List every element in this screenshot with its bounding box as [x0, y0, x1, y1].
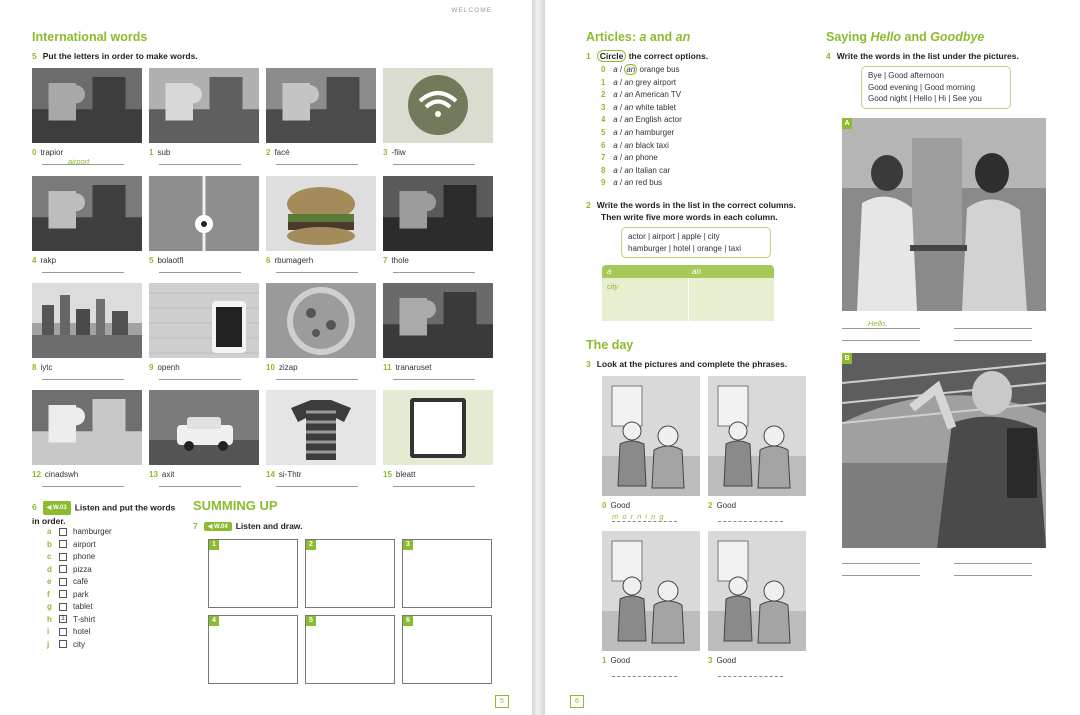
tshirt-photo [266, 390, 376, 465]
page-left [0, 0, 532, 715]
answer-line[interactable] [42, 272, 124, 273]
option-an[interactable]: an [624, 178, 634, 188]
answer-line [842, 575, 920, 576]
scrambled-word: 4 rakp [32, 256, 57, 265]
order-list-item: a hamburger [47, 527, 112, 536]
exercise-2-heading: 2 Write the words in the list in the correct columns. Then write five more words in each column. [586, 200, 796, 222]
airport-photo [32, 68, 142, 143]
cartoon-picture [602, 376, 700, 496]
exercise-3-heading: 3 Look at the pictures and complete the phrases. [586, 359, 788, 369]
scrambled-word: 6 rbumagerh [266, 256, 314, 265]
scrambled-word: 8 iytc [32, 363, 53, 372]
park-photo [32, 176, 142, 251]
answer-line[interactable] [612, 676, 677, 677]
word-list-box: actor | airport | apple | city hamburger | hotel | orange | taxi [621, 227, 771, 258]
scrambled-word: 13 axit [149, 470, 175, 479]
phrase-label: 1 Good [602, 656, 631, 665]
scrambled-word: 10 zizap [266, 363, 298, 372]
answer-line [954, 328, 1032, 329]
order-checkbox[interactable] [59, 578, 67, 586]
answer-line[interactable] [718, 521, 783, 522]
scrambled-word: 2 facé [266, 148, 290, 157]
scrambled-word: 1 sub [149, 148, 171, 157]
audio-icon[interactable]: ◀ W.04 [204, 522, 232, 531]
scrambled-word: 15 bleatt [383, 470, 416, 479]
scrambled-word: 5 bolaotfl [149, 256, 184, 265]
book-spine [532, 0, 545, 715]
taxi-photo [149, 390, 259, 465]
answer-line[interactable] [159, 272, 241, 273]
example-answer: m o r n i n g [612, 512, 665, 521]
article-option-item: 2 a / an American TV [601, 90, 682, 100]
order-list-item: i hotel [47, 627, 91, 636]
article-table-body: city [602, 278, 774, 321]
hotel-photo [383, 176, 493, 251]
order-checkbox[interactable] [59, 528, 67, 536]
option-an[interactable]: an [624, 165, 634, 175]
example-answer: airport [68, 157, 90, 166]
scrambled-word: 0 trapior [32, 148, 64, 157]
scrambled-word: 12 cinadswh [32, 470, 79, 479]
option-a[interactable]: a [613, 115, 618, 125]
article-option-item: 9 a / an red bus [601, 178, 663, 188]
audio-icon[interactable]: ◀ W.03 [43, 501, 71, 515]
answer-line[interactable] [42, 486, 124, 487]
city-photo [32, 283, 142, 358]
bus-photo [149, 68, 259, 143]
drawing-box[interactable]: 6 [402, 615, 492, 684]
option-an[interactable]: an [626, 65, 636, 74]
option-a[interactable]: a [613, 140, 618, 150]
photo-a-handshake [842, 118, 1046, 311]
article-option-item: 4 a / an English actor [601, 115, 682, 125]
drawing-box[interactable]: 2 [305, 539, 395, 608]
scrambled-word: 14 si-Thtr [266, 470, 302, 479]
page-right [545, 0, 1080, 715]
order-checkbox[interactable] [59, 628, 67, 636]
order-checkbox[interactable] [59, 640, 67, 648]
scrambled-word: 9 openh [149, 363, 180, 372]
order-list-item: c phone [47, 552, 96, 561]
phrase-label: 2 Good [708, 501, 737, 510]
article-option-item: 3 a / an white tablet [601, 102, 676, 112]
answer-line[interactable] [276, 486, 358, 487]
option-an[interactable]: an [624, 77, 634, 87]
hamburger-photo [266, 176, 376, 251]
answer-line[interactable] [42, 379, 124, 380]
cartoon-picture [708, 531, 806, 651]
article-option-item: 7 a / an phone [601, 153, 658, 163]
article-option-item: 6 a / an black taxi [601, 140, 669, 150]
answer-line[interactable] [393, 486, 475, 487]
option-a[interactable]: a [613, 153, 618, 163]
saying-title: Saying Hello and Goodbye [826, 30, 985, 44]
answer-line[interactable] [159, 164, 241, 165]
order-list-item: b airport [47, 539, 96, 549]
order-list-item: d pizza [47, 564, 92, 574]
answer-line[interactable] [393, 164, 475, 165]
restaurant-photo [383, 283, 493, 358]
article-option-item: 0 a / an orange bus [601, 65, 680, 74]
drawing-box[interactable]: 1 [208, 539, 298, 608]
drawing-box[interactable]: 4 [208, 615, 298, 684]
the-day-title: The day [586, 338, 634, 352]
answer-line [954, 563, 1032, 564]
order-checkbox[interactable] [59, 590, 67, 598]
phone-photo [149, 283, 259, 358]
answer-line [842, 340, 920, 341]
scrambled-word: 7 thole [383, 256, 409, 265]
sandwich-photo [32, 390, 142, 465]
answer-line[interactable] [393, 379, 475, 380]
order-list-item: h 1 T-shirt [47, 614, 96, 624]
photo-a-answer: Hello. [868, 319, 888, 328]
order-checkbox[interactable]: 1 [59, 615, 67, 623]
answer-line [842, 328, 920, 329]
option-a[interactable]: a [613, 165, 618, 175]
drawing-box[interactable]: 5 [305, 615, 395, 684]
option-an[interactable]: an [624, 90, 634, 100]
scrambled-word: 3 -fiiw [383, 148, 406, 157]
phrase-label: 3 Good [708, 656, 737, 665]
running-head: WELCOME [451, 7, 492, 14]
answer-line [842, 563, 920, 564]
cafe-photo [266, 68, 376, 143]
phrase-label: 0 Good [602, 501, 631, 510]
scrambled-word: 11 tranaruset [383, 363, 432, 372]
option-a[interactable]: a [613, 178, 618, 188]
pizza-photo [266, 283, 376, 358]
option-a[interactable]: a [613, 128, 618, 137]
answer-line[interactable] [276, 164, 358, 165]
answer-line [954, 340, 1032, 341]
answer-line[interactable] [276, 272, 358, 273]
exercise-6-heading: 6 ◀ W.03 Listen and put the words in order. [32, 502, 176, 526]
page-number: 6 [570, 695, 584, 708]
answer-line[interactable] [159, 486, 241, 487]
drawing-box[interactable]: 3 [402, 539, 492, 608]
circle-word: Circle [597, 50, 627, 62]
tablet-photo [383, 390, 493, 465]
article-table-header: a an [602, 265, 774, 278]
order-list-item: f park [47, 589, 89, 599]
answer-line[interactable] [393, 272, 475, 273]
order-list-item: g tablet [47, 602, 93, 611]
photo-b-station-wave [842, 353, 1046, 548]
page-number: 5 [495, 695, 509, 708]
exercise-4-heading: 4 Write the words in the list under the pictures. [826, 51, 1019, 61]
answer-line [954, 575, 1032, 576]
option-a[interactable]: a [613, 65, 618, 74]
cartoon-picture [708, 376, 806, 496]
answer-line[interactable] [159, 379, 241, 380]
option-a[interactable]: a [613, 90, 618, 100]
option-a[interactable]: a [613, 102, 618, 112]
section-title: International words [32, 30, 148, 44]
order-checkbox[interactable] [59, 540, 67, 548]
photo-b-badge: B [842, 353, 852, 364]
greetings-word-box: Bye | Good afternoon Good evening | Good morning Good night | Hello | Hi | See you [861, 66, 1011, 109]
option-an[interactable]: an [624, 115, 634, 125]
exercise-5-heading: 5 Put the letters in order to make words. [32, 51, 198, 61]
option-an[interactable]: an [624, 140, 634, 150]
order-checkbox[interactable] [59, 553, 67, 561]
order-list-item: j city [47, 639, 85, 649]
answer-line[interactable] [718, 676, 783, 677]
option-an[interactable]: an [624, 102, 634, 112]
article-option-item: 8 a / an Italian car [601, 165, 671, 175]
article-option-item: 1 a / an grey airport [601, 77, 676, 87]
wifi-icon [383, 68, 493, 143]
cartoon-picture [602, 531, 700, 651]
photo-a-badge: A [842, 118, 852, 129]
football-photo [149, 176, 259, 251]
order-checkbox[interactable] [59, 565, 67, 573]
answer-line[interactable] [276, 379, 358, 380]
order-checkbox[interactable] [59, 603, 67, 611]
summing-up-title: SUMMING UP [193, 498, 278, 513]
exercise-7-heading: 7 ◀ W.04 Listen and draw. [193, 521, 303, 531]
answer-line[interactable] [612, 521, 677, 522]
article-option-item: 5 a / an hamburger [601, 128, 675, 137]
option-an[interactable]: an [624, 153, 634, 163]
option-an[interactable]: an [624, 128, 634, 137]
articles-title: Articles: a and an [586, 30, 691, 44]
exercise-1-heading: 1 Circle the correct options. [586, 51, 709, 61]
order-list-item: e café [47, 577, 89, 586]
option-a[interactable]: a [613, 77, 618, 87]
